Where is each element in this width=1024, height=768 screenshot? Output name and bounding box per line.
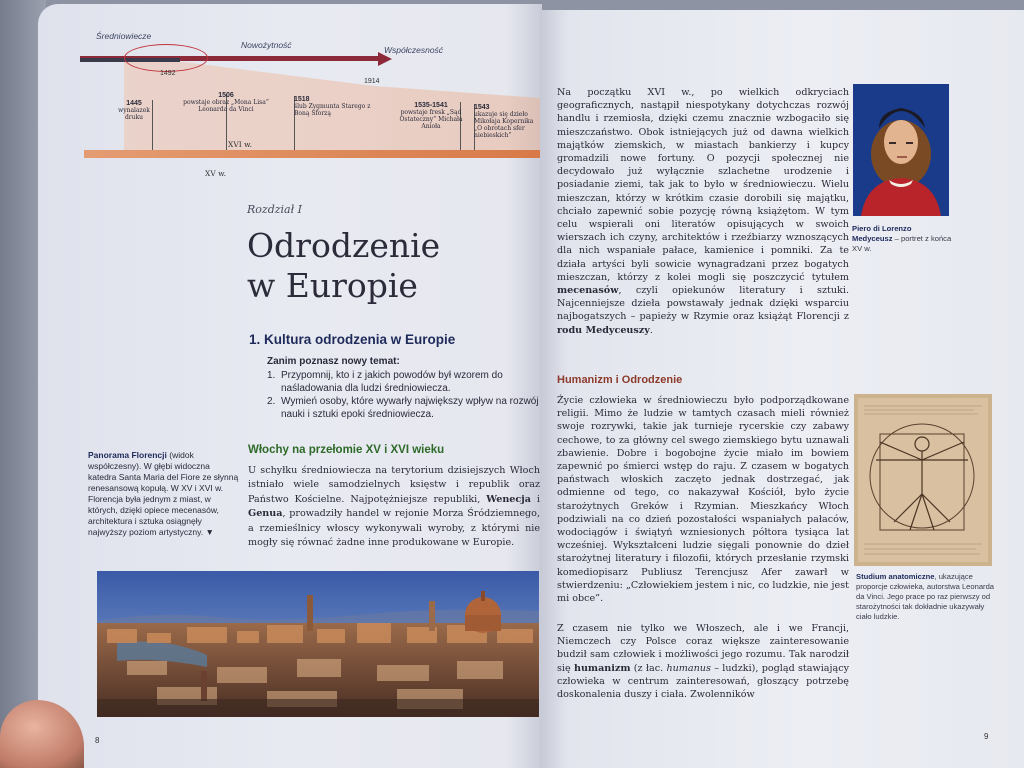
paragraph-patrons: Na początku XVI w., po wielkich odkryciach geograficznych, nastąpił niespotykany dotychczas rozwój handlu i rzemiosła, dzięki czemu znacznie wzbogaciło się mieszczaństwo. Obok istniejących już od dawna wielkich majątków ziemskich, w miastach bankierzy i kupcy gromadzili nowe fortuny. O pozycji społecznej nie decydowało już wyłącznie szlachetne urodzenie i posiadanie ziemi, tak jak to było w średniowieczu. Wielu mieszczan, którzy w krótkim czasie dorobili się majątku, chciało zapewnić sobie pozycję równą książętom. W tym celu wspierali oni literatów opisujących w swoich wierszach ich czyny, architektów i rzeźbiarzy wznoszących dla nich wspaniałe pałace, kamienice i pomniki. Za te działa artyści byli sowicie wynagradzani przez bogatych mieszczan, którzy z kolei mogli się poszczycić tytułem mecenasów, czyli opiekunów literatury i sztuki. Najcenniejsze dzieła powstawały jednak dzięki wsparciu najbogatszych – papieży w Rzymie oraz książąt Florencji z rodu Medyceuszy. [557,87,849,336]
century-label-xv: XV w. [205,169,227,178]
prelearn-list [267,369,539,421]
portrait-caption: Piero di Lorenzo Medyceusz – portret z końca XV w. [852,224,952,253]
timeline-year-1492: 1492 [160,70,176,77]
century-bar [84,150,540,158]
florence-caption: Panorama Florencji (widok współczesny). W głębi widoczna katedra Santa Maria del Fiore ze słynną renesansową kopułą. W XV i XVI w. Florencja była jednym z miast, w których, dzięki opiece mecenasów, architektura i sztuka osiągnęły najwyższy poziom artystyczny. ▼ [88,450,239,537]
century-label-xvi: XVI w. [228,140,253,149]
chapter-title-line1: Odrodzenie [247,226,441,265]
chapter-label: Rozdział I [247,203,303,216]
event-1535-1541: 1535-1541 powstaje fresk „Sąd Ostateczny” Michała Anioła [399,102,463,130]
chapter-title [247,226,440,306]
event-1543: 1543 ukazuje się dzieło Mikołaja Kopernika „O obrotach sfer niebieskich” [474,104,534,139]
prelearn-box [267,355,539,421]
chapter-title-line2: w Europie [247,266,418,305]
page-number-left: 8 [95,736,100,745]
right-page [540,10,1024,768]
era-label-modern: Nowożytność [241,40,292,50]
page-number-right: 9 [984,732,989,741]
section-heading-italy: Włochy na przełomie XV i XVI wieku [248,444,445,456]
prelearn-item: 2. Wymień osoby, które wywarły największy wpływ na rozwój nauki i sztuki epoki średniowiecza. [267,396,539,420]
medici-portrait-image [853,84,949,216]
event-1445: 1445 wynalazek druku [118,100,150,121]
event-1506: 1506 powstaje obraz „Mona Lisa” Leonarda da Vinci [183,92,269,113]
left-page [38,4,542,768]
era-label-medieval: Średniowiecze [96,31,152,41]
timeline-year-1914: 1914 [364,78,380,85]
section-heading-culture: 1. Kultura odrodzenia w Europie [249,332,456,347]
prelearn-heading: Zanim poznasz nowy temat: [267,356,400,367]
vitruvian-caption: Studium anatomiczne, ukazujące proporcje człowieka, autorstwa Leonarda da Vinci. Jego prace po raz pierwszy od starożytności tak dokładnie ukazywały ciało ludzkie. [856,572,995,621]
florence-panorama-image [97,571,539,717]
prelearn-item: 1. Przypomnij, kto i z jakich powodów był wzorem do naśladowania dla ludzi średniowiecza. [267,370,503,394]
era-label-contemporary: Współczesność [384,45,444,55]
event-1518: 1518 ślub Zygmunta Starego z Boną Sforzą [294,96,371,117]
section-heading-humanism: Humanizm i Odrodzenie [557,374,683,386]
vitruvian-man-image [854,394,992,566]
paragraph-humanism: Życie człowieka w średniowieczu było podporządkowane religii. Mimo że ludzie w tamtych czasach mieli również swoje rozrywki, takie jak turnieje rycerskie czy zabawy cechowe, to za główny cel swego ziemskiego bytu uznawali zbawienie. Dobre i bogobojne życie miało im bowiem zapewnić po śmierci wstęp do raju. Z czasem w bogatych państwach włoskich zaczęto jednak dostrzegać, jak odmienne od tego, co nakazywał Kościół, było życie starożytnych Greków i Rzymian. Mieszkańcy Włoch podziwiali na co dzień pozostałości wspaniałych pałaców, wodociągów i świątyń wzniesionych półtora tysiąca lat wcześniej. Wykształceni ludzie sięgali ponownie do dzieł starożytnej literatury i filozofii, których przesłanie rzymski komediopisarz Publiusz Terencjusz Afer zawarł w stwierdzeniu: „Człowiekiem jestem i nic, co ludzkie, nie jest mi obce”. [557,395,849,605]
paragraph-italy: U schyłku średniowiecza na terytorium dzisiejszych Włoch istniało wiele samodzielnych księstw i republik oraz Państwo Kościelne. Najpotężniejsze republiki, Wenecja i Genua, prowadziły handel w rejonie Morza Śródziemnego, a rzemieślnicy włoscy wykonywali wyroby, z którymi nie mogły się równać żadne inne produkowane w Europie. [248,465,540,549]
paragraph-humanism-2: Z czasem nie tylko we Włoszech, ale i we Francji, Niemczech czy Polsce coraz większe zainteresowanie budził sam człowiek i możliwości jego rozumu. Tak narodził się humanizm (z łac. humanus – ludzki), pogląd stawiający człowieka w centrum zainteresowań, głoszący potrzebę doskonalenia duszy i ciała. Zwolenników [557,623,849,701]
timeline-highlight [124,44,208,72]
timeline-arrow [378,52,392,66]
